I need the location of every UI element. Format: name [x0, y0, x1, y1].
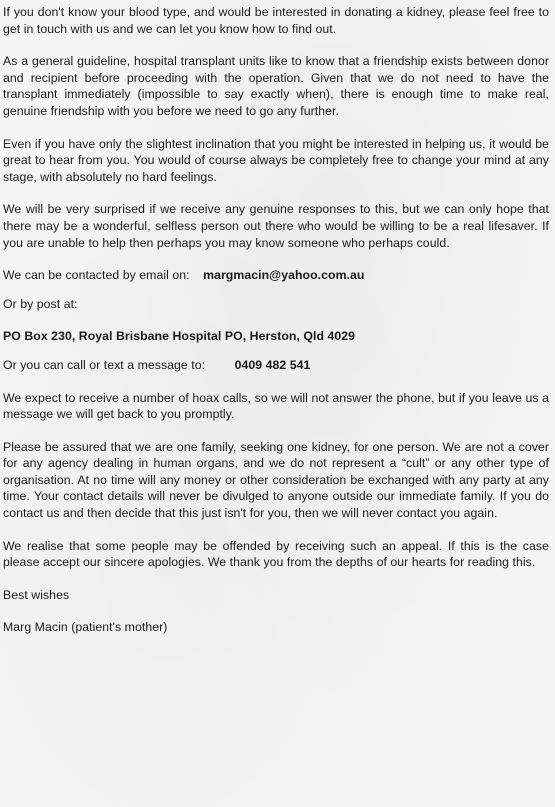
phone-label: Or you can call or text a message to:	[3, 357, 206, 372]
post-label: Or by post at:	[3, 296, 78, 311]
paragraph-blood-type: If you don't know your blood type, and would be interested in donating a kidney, please feel free to get in touch with us and we can let you know how to find out.	[3, 5, 549, 36]
paragraph-inclination: Even if you have only the slightest inclination that you might be interested in helping us, it would be great to hear from you. You would of course always be completely free to change your mind at any stage, with absolutely no hard feelings.	[3, 136, 549, 184]
phone-number: 0409 482 541	[234, 357, 311, 372]
closing: Best wishes	[3, 587, 70, 602]
paragraph-surprised: We will be very surprised if we receive any genuine responses to this, but we can only hope that there may be a wonderful, selfless person out there who would be willing to be a real lifesaver. If you are unable to help then perhaps you may know someone who perhaps could.	[3, 202, 549, 250]
postal-address: PO Box 230, Royal Brisbane Hospital PO, Herston, Qld 4029	[3, 329, 356, 344]
email-label: We can be contacted by email on:	[3, 268, 190, 283]
paragraph-apology: We realise that some people may be offended by receiving such an appeal. If this is the case please accept our sincere apologies. We thank you from the depths of our hearts for reading this.	[3, 538, 549, 570]
paragraph-assurance: Please be assured that we are one family, seeking one kidney, for one person. We are not a cover for any agency dealing in human organs, and we do not represent a “cult” or any other type of organisation. At no time will any money or other consideration be exchanged with any party at any time. Your contact details will never be divulged to anyone outside our immediate family. If you do contact us and then decide that this just isn't for you, then we will never contact you again.	[3, 439, 549, 521]
phone-line	[3, 357, 549, 374]
email-address: margmacin@yahoo.com.au	[203, 268, 365, 283]
paragraph-hoax: We expect to receive a number of hoax calls, so we will not answer the phone, but if you leave us a message we will get back to you promptly.	[3, 390, 549, 422]
email-line	[3, 267, 549, 284]
signature: Marg Macin (patient's mother)	[3, 620, 168, 635]
paragraph-guideline: As a general guideline, hospital transplant units like to know that a friendship exists between donor and recipient before proceeding with the operation. Given that we do not need to have the transplant immediately (impossible to say exactly when), there is enough time to make real, genuine friendship with you before we need to go any further.	[3, 54, 549, 118]
